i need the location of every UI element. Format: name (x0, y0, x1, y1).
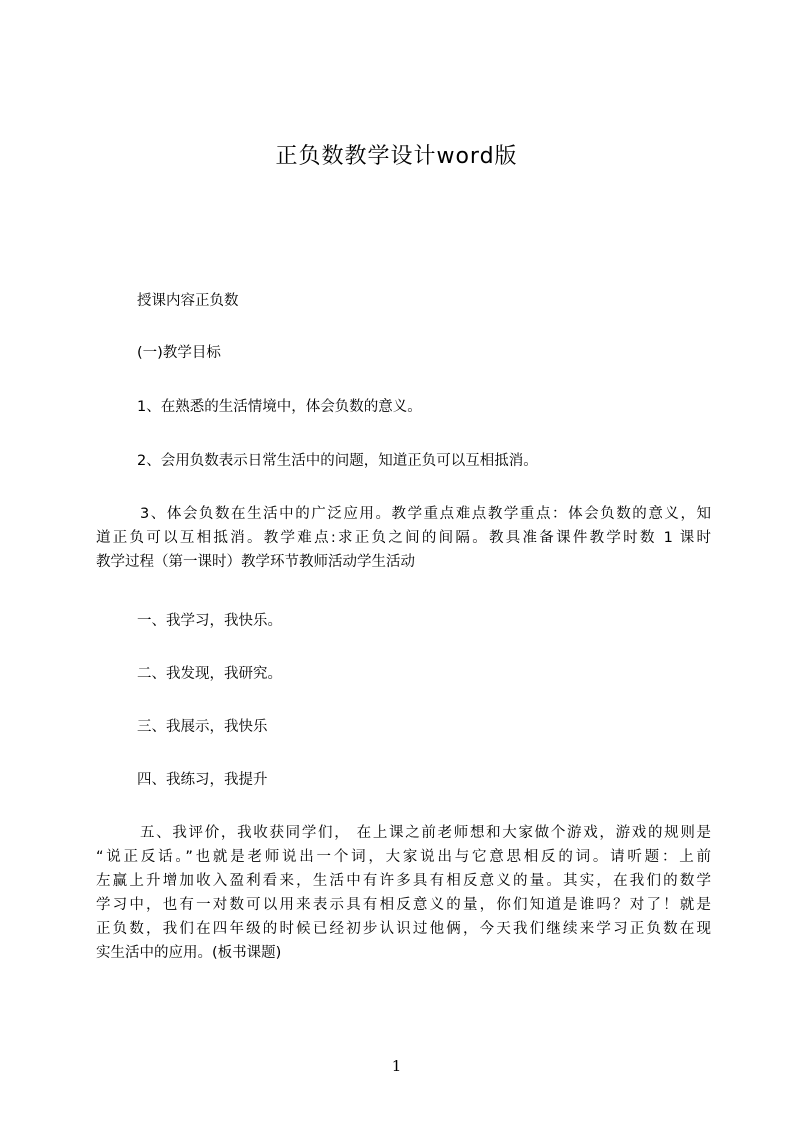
paragraph-line: 3、体会负数在生活中的广泛应用。教学重点难点教学重点：体会负数的意义，知 (140, 506, 711, 522)
page-number: 1 (391, 1057, 402, 1075)
paragraph-section-3: 三、我展示，我快乐 (137, 719, 268, 735)
paragraph-line: 教学过程（第一课时）教学环节教师活动学生活动 (96, 554, 415, 570)
paragraph-line: “说正反话。”也就是老师说出一个词，大家说出与它意思相反的词。请听题：上前 (96, 849, 711, 865)
paragraph-teaching-goals-heading: (一)教学目标 (137, 345, 221, 361)
paragraph-lesson-content: 授课内容正负数 (137, 293, 239, 309)
paragraph-line: 正负数，我们在四年级的时候已经初步认识过他俩，今天我们继续来学习正负数在现 (96, 921, 711, 937)
paragraph-goal-2: 2、会用负数表示日常生活中的问题，知道正负可以互相抵消。 (137, 453, 538, 469)
paragraph-line: 学习中，也有一对数可以用来表示具有相反意义的量，你们知道是谁吗？对了！就是 (96, 897, 711, 913)
document-title: 正负数教学设计word版 (275, 144, 518, 169)
paragraph-line: 道正负可以互相抵消。教学难点:求正负之间的间隔。教具准备课件教学时数 1 课时 (96, 530, 711, 546)
paragraph-section-1: 一、我学习，我快乐。 (137, 613, 282, 629)
paragraph-line: 实生活中的应用。(板书课题) (96, 945, 282, 961)
paragraph-line: 五、我评价，我收获同学们， 在上课之前老师想和大家做个游戏，游戏的规则是 (140, 825, 711, 841)
paragraph-section-4: 四、我练习，我提升 (137, 772, 268, 788)
paragraph-goal-1: 1、在熟悉的生活情境中，体会负数的意义。 (137, 399, 422, 415)
paragraph-section-5 (96, 821, 711, 965)
paragraph-line: 左赢上升增加收入盈利看来，生活中有许多具有相反意义的量。其实，在我们的数学 (96, 873, 711, 889)
paragraph-section-2: 二、我发现，我研究。 (137, 666, 282, 682)
paragraph-goal-3 (96, 502, 711, 574)
